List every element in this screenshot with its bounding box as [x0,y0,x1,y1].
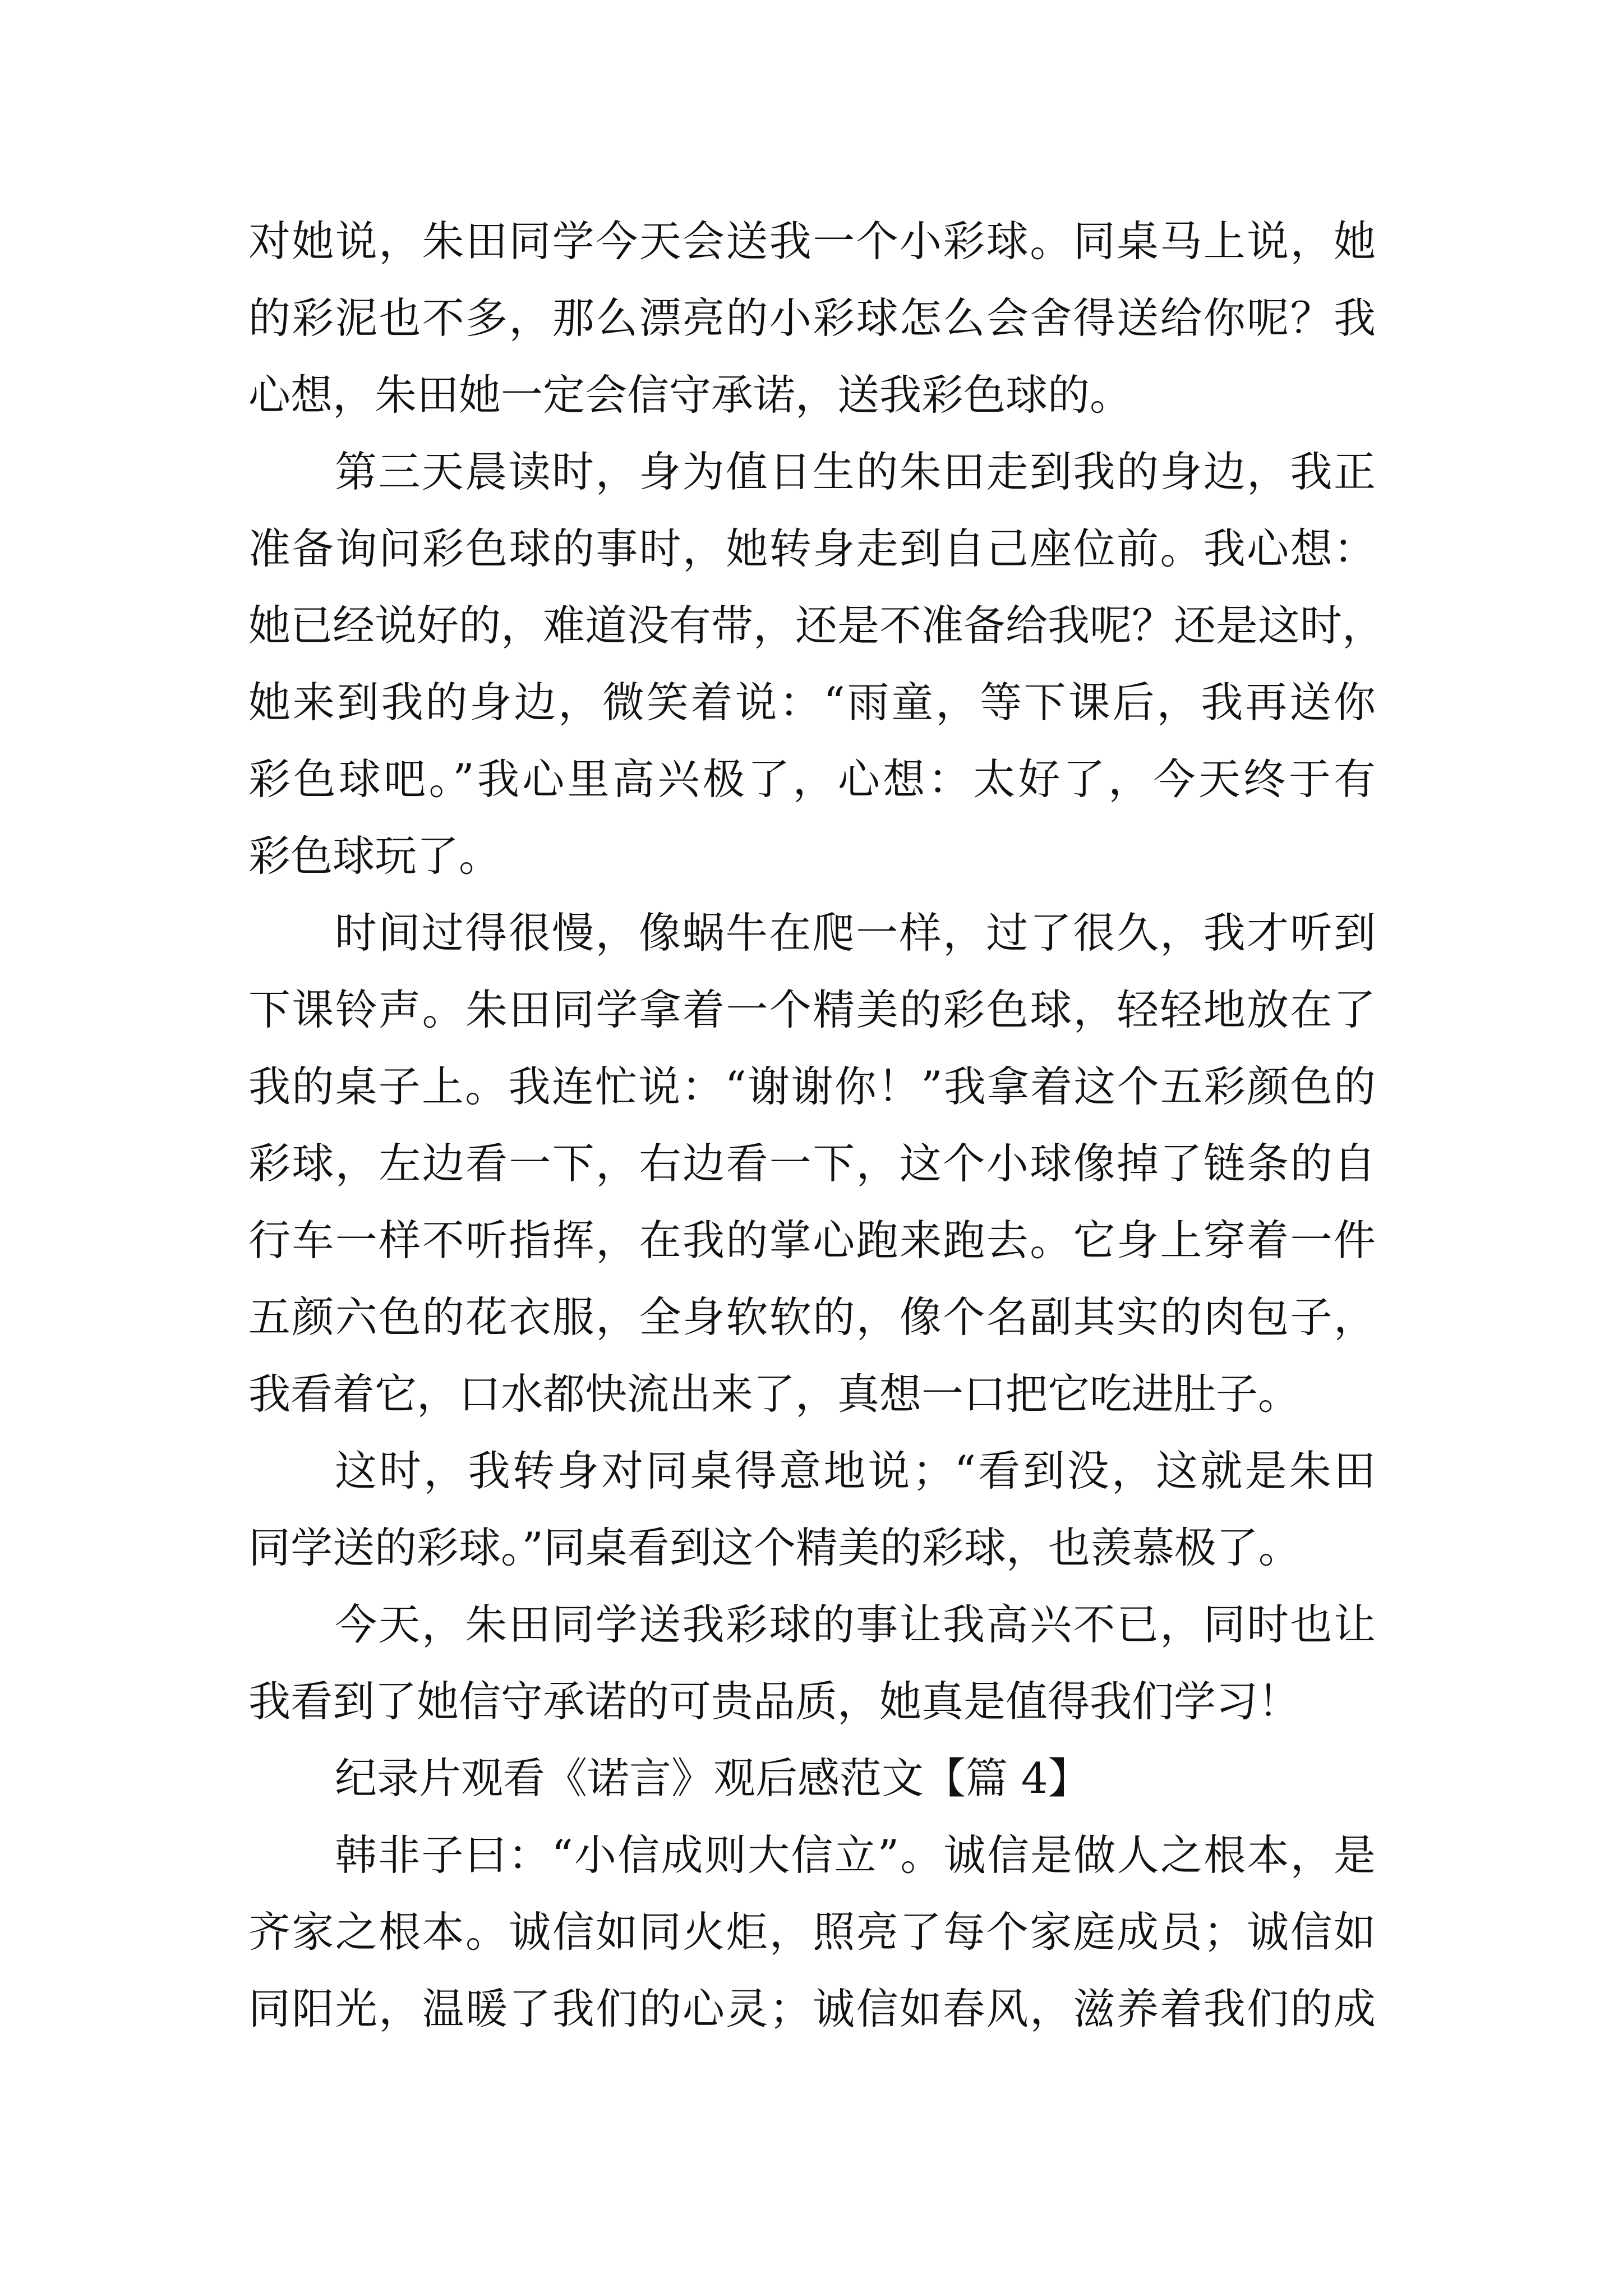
text-line: 她已经说好的，难道没有带，还是不准备给我呢？还是这时， [248,601,1385,650]
text-line: 同阳光，温暖了我们的心灵；诚信如春风，滋养着我们的成 [248,1984,1376,2033]
body-text [248,203,1385,2047]
text-line: 今天，朱田同学送我彩球的事让我高兴不已，同时也让 [335,1600,1376,1649]
text-line: 这时，我转身对同桌得意地说；“看到没，这就是朱田 [335,1446,1376,1496]
text-line: 齐家之根本。诚信如同火炬，照亮了每个家庭成员；诚信如 [248,1907,1376,1957]
text-line: 的彩泥也不多，那么漂亮的小彩球怎么会舍得送给你呢？我 [248,293,1376,343]
text-line: 彩色球吧。”我心里高兴极了，心想：太好了，今天终于有 [248,754,1376,804]
text-line: 第三天晨读时，身为值日生的朱田走到我的身边，我正 [335,447,1376,496]
text-line: 我的桌子上。我连忙说：“谢谢你！”我拿着这个五彩颜色的 [248,1062,1376,1111]
text-line: 我看着它，口水都快流出来了，真想一口把它吃进肚子。 [248,1369,1301,1419]
section-heading: 纪录片观看《诺言》观后感范文【篇 4】 [335,1754,1090,1803]
text-line: 心想，朱田她一定会信守承诺，送我彩色球的。 [248,370,1132,420]
text-line: 我看到了她信守承诺的可贵品质，她真是值得我们学习！ [248,1677,1301,1726]
text-line: 下课铃声。朱田同学拿着一个精美的彩色球，轻轻地放在了 [248,985,1376,1034]
text-line: 准备询问彩色球的事时，她转身走到自己座位前。我心想： [248,524,1376,573]
text-line: 彩色球玩了。 [248,831,501,881]
text-line: 同学送的彩球。”同桌看到这个精美的彩球，也羡慕极了。 [248,1523,1301,1572]
text-line: 时间过得很慢，像蜗牛在爬一样，过了很久，我才听到 [335,908,1376,958]
text-line: 她来到我的身边，微笑着说：“雨童，等下课后，我再送你 [248,678,1376,727]
text-line: 韩非子曰：“小信成则大信立”。诚信是做人之根本，是 [335,1830,1376,1880]
text-line: 行车一样不听指挥，在我的掌心跑来跑去。它身上穿着一件 [248,1216,1376,1265]
text-line: 彩球，左边看一下，右边看一下，这个小球像掉了链条的自 [248,1139,1376,1188]
text-line: 五颜六色的花衣服，全身软软的，像个名副其实的肉包子， [248,1292,1376,1342]
text-line: 对她说，朱田同学今天会送我一个小彩球。同桌马上说，她 [248,217,1376,266]
